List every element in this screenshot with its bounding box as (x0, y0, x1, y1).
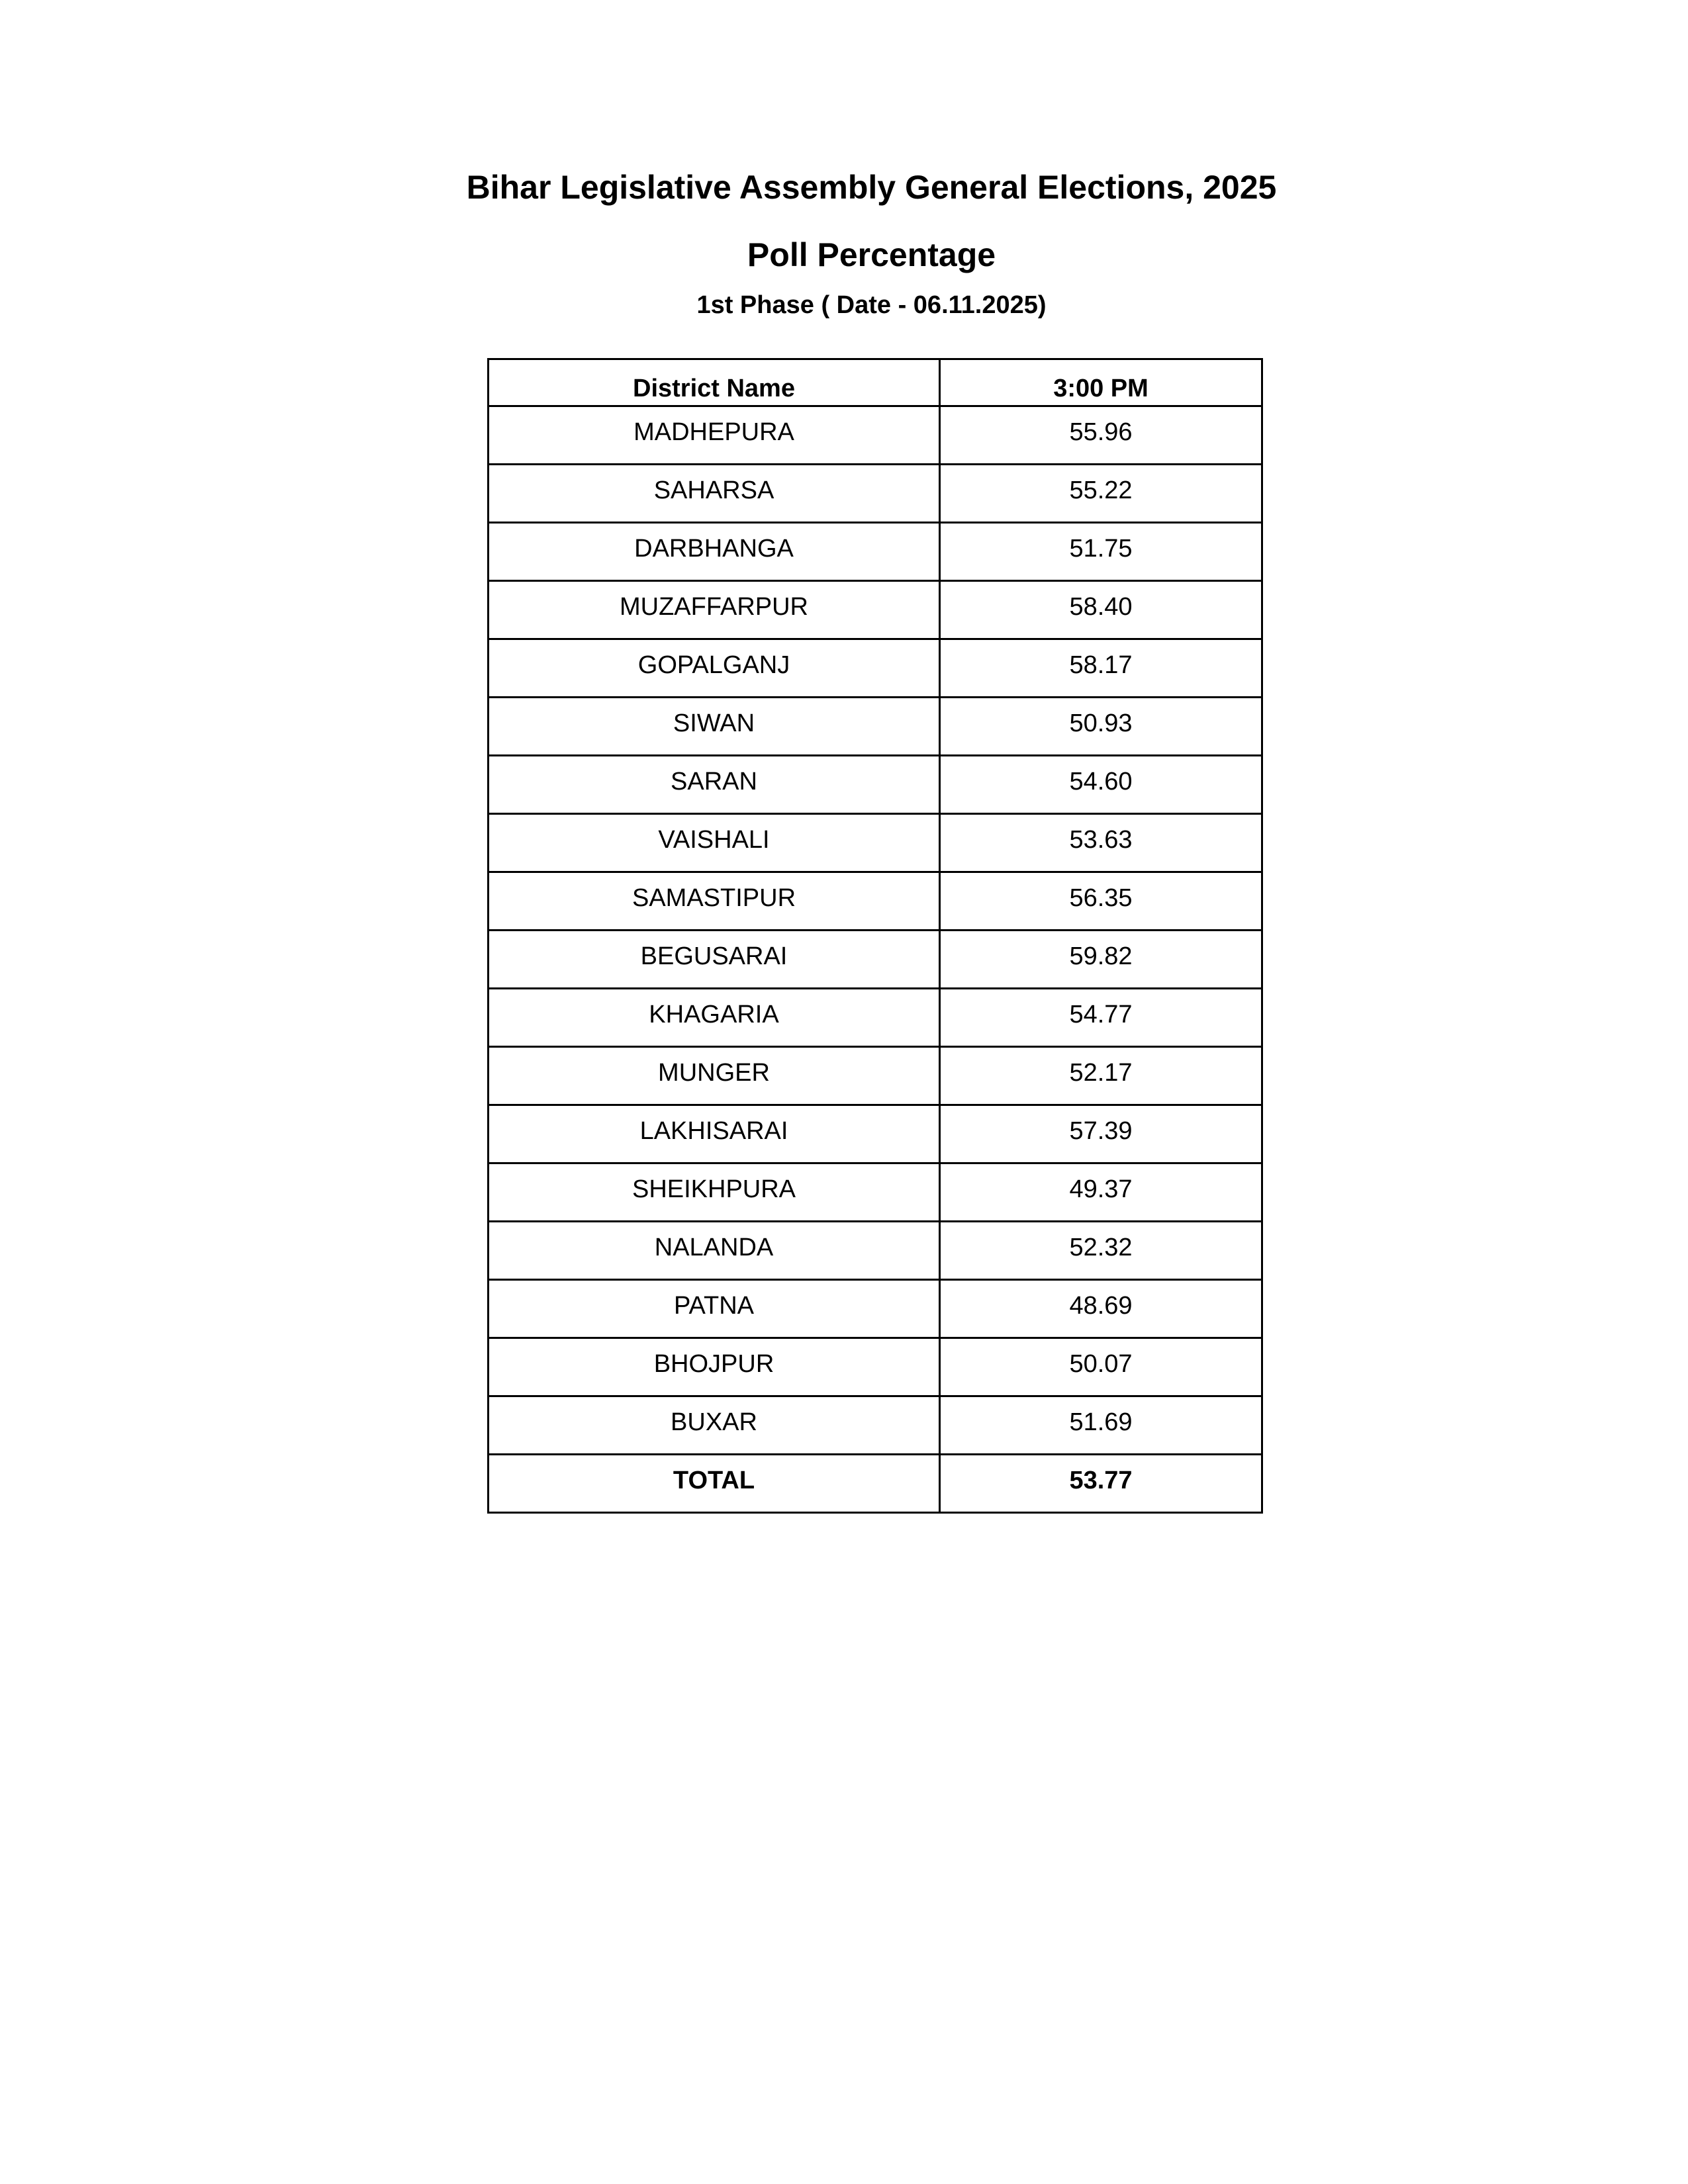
poll-percentage-table (487, 358, 1263, 1514)
table-row (489, 756, 1262, 814)
district-name-cell: NALANDA (489, 1222, 940, 1280)
poll-percentage-cell: 51.69 (940, 1396, 1262, 1455)
district-name-cell: MUZAFFARPUR (489, 581, 940, 639)
poll-percentage-cell: 58.17 (940, 639, 1262, 698)
total-label-cell: TOTAL (489, 1455, 940, 1513)
table-row (489, 872, 1262, 931)
district-name-cell: LAKHISARAI (489, 1105, 940, 1163)
poll-percentage-cell: 56.35 (940, 872, 1262, 931)
poll-percentage-cell: 52.17 (940, 1047, 1262, 1105)
poll-percentage-cell: 54.60 (940, 756, 1262, 814)
poll-percentage-cell: 54.77 (940, 989, 1262, 1047)
document-subtitle: Poll Percentage (747, 236, 996, 273)
table-row (489, 581, 1262, 639)
table-row (489, 931, 1262, 989)
poll-percentage-cell: 49.37 (940, 1163, 1262, 1222)
district-name-cell: BUXAR (489, 1396, 940, 1455)
district-name-cell: KHAGARIA (489, 989, 940, 1047)
district-name-cell: DARBHANGA (489, 523, 940, 581)
poll-percentage-cell: 50.93 (940, 698, 1262, 756)
poll-percentage-cell: 52.32 (940, 1222, 1262, 1280)
column-header-time: 3:00 PM (940, 359, 1262, 406)
district-name-cell: SIWAN (489, 698, 940, 756)
district-name-cell: SAMASTIPUR (489, 872, 940, 931)
poll-percentage-cell: 51.75 (940, 523, 1262, 581)
table-row (489, 1163, 1262, 1222)
table-row (489, 1222, 1262, 1280)
district-name-cell: MADHEPURA (489, 406, 940, 465)
table-body (489, 406, 1262, 1513)
district-name-cell: PATNA (489, 1280, 940, 1338)
table-row (489, 1338, 1262, 1396)
table-row (489, 465, 1262, 523)
district-name-cell: BHOJPUR (489, 1338, 940, 1396)
table-row (489, 639, 1262, 698)
poll-percentage-cell: 48.69 (940, 1280, 1262, 1338)
table-row (489, 1105, 1262, 1163)
total-row (489, 1455, 1262, 1513)
poll-percentage-cell: 53.63 (940, 814, 1262, 872)
document-title: Bihar Legislative Assembly General Elections, 2025 (466, 169, 1277, 206)
district-name-cell: SHEIKHPURA (489, 1163, 940, 1222)
district-name-cell: SARAN (489, 756, 940, 814)
total-value-cell: 53.77 (940, 1455, 1262, 1513)
table-row (489, 1396, 1262, 1455)
district-name-cell: GOPALGANJ (489, 639, 940, 698)
table-row (489, 814, 1262, 872)
table-row (489, 406, 1262, 465)
district-name-cell: MUNGER (489, 1047, 940, 1105)
column-header-district: District Name (489, 359, 940, 406)
poll-percentage-cell: 55.22 (940, 465, 1262, 523)
table-row (489, 698, 1262, 756)
poll-percentage-cell: 50.07 (940, 1338, 1262, 1396)
table-row (489, 523, 1262, 581)
poll-percentage-cell: 55.96 (940, 406, 1262, 465)
poll-percentage-cell: 58.40 (940, 581, 1262, 639)
table-row (489, 1280, 1262, 1338)
table-header-row (489, 359, 1262, 406)
table-row (489, 1047, 1262, 1105)
poll-percentage-cell: 59.82 (940, 931, 1262, 989)
table-row (489, 989, 1262, 1047)
district-name-cell: BEGUSARAI (489, 931, 940, 989)
district-name-cell: SAHARSA (489, 465, 940, 523)
phase-date-heading: 1st Phase ( Date - 06.11.2025) (696, 291, 1047, 319)
poll-percentage-cell: 57.39 (940, 1105, 1262, 1163)
district-name-cell: VAISHALI (489, 814, 940, 872)
